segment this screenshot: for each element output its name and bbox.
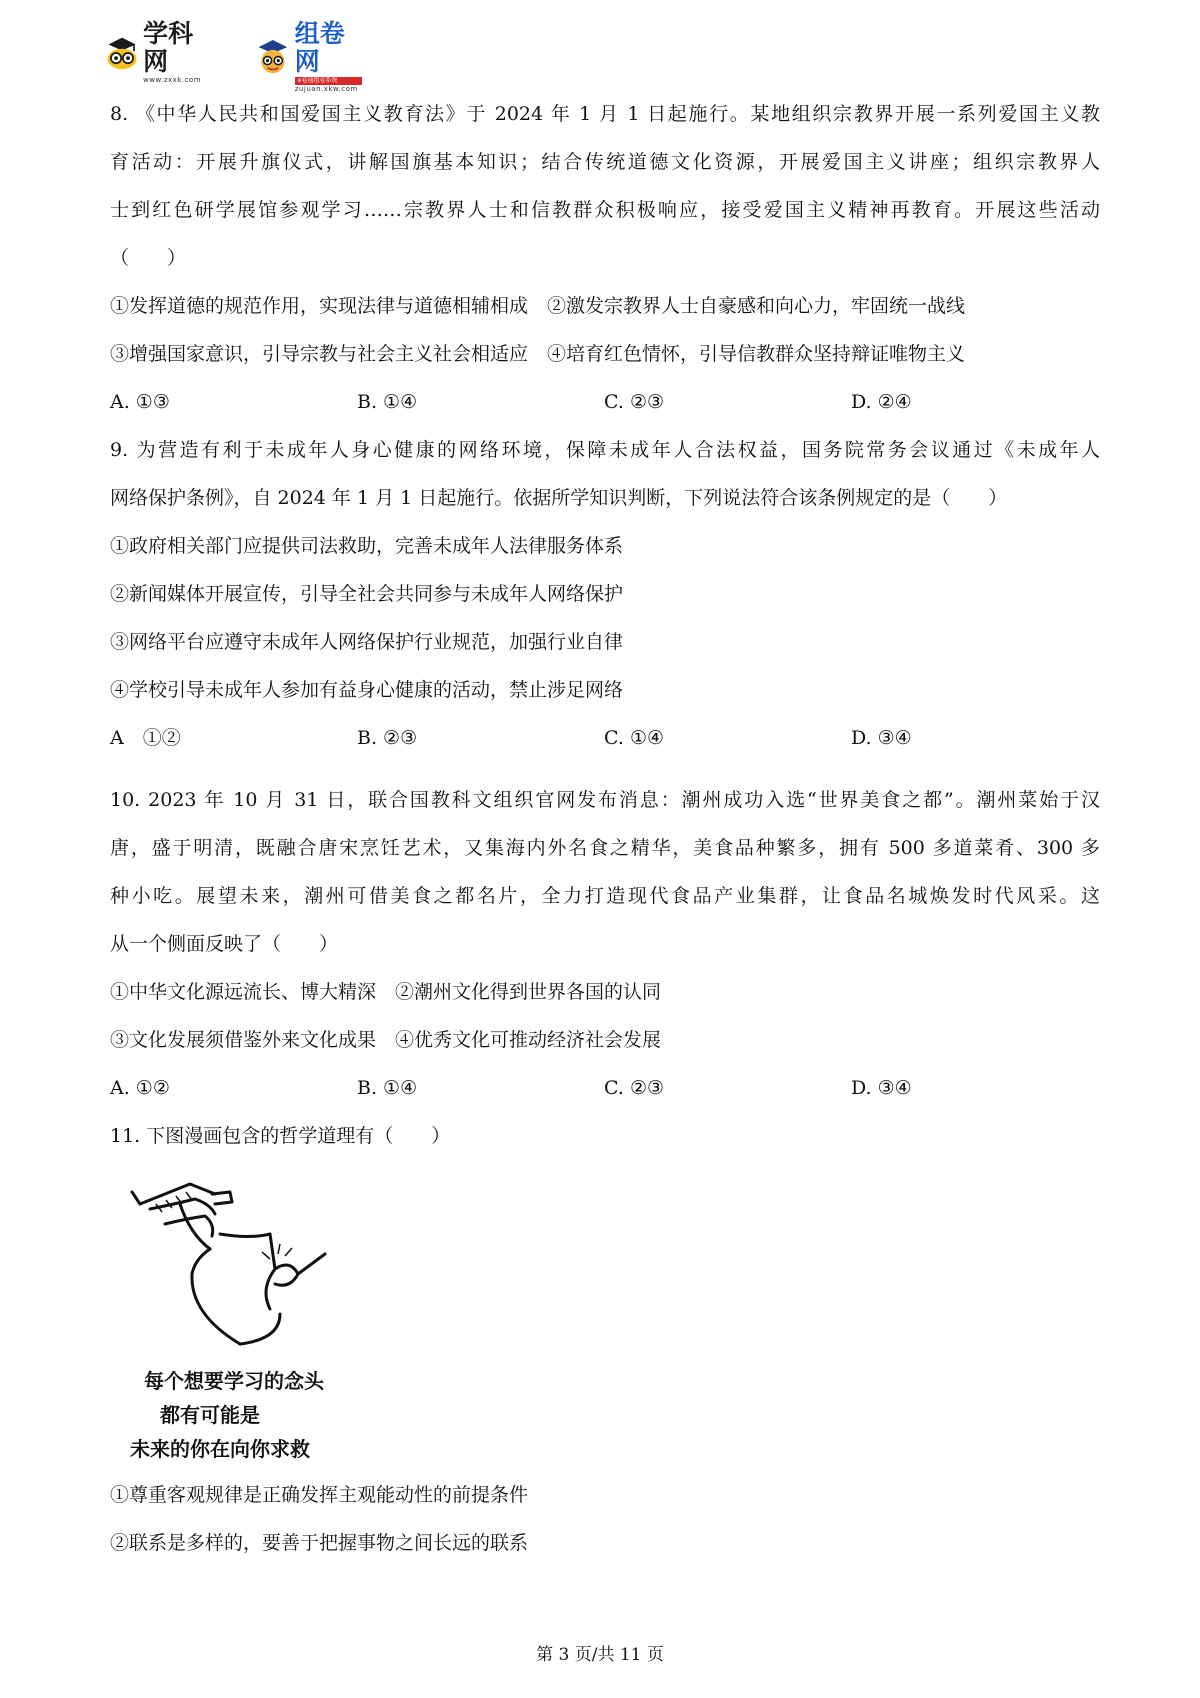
zujuanwang-url: zujuan.xkw.com xyxy=(294,85,358,93)
answer-bracket: （ ） xyxy=(110,247,187,269)
question-text-line: 育活动：开展升旗仪式，讲解国旗基本知识；结合传统道德文化资源，开展爱国主义讲座；组织宗教界人 xyxy=(110,151,1100,173)
cartoon-caption-line: 每个想要学习的念头 xyxy=(144,1369,324,1393)
zujuanwang-name: 组卷网 xyxy=(294,19,345,76)
cartoon-figure xyxy=(120,1164,380,1469)
option-b: B. ①④ xyxy=(357,391,418,413)
xuekewang-name: 学科网 xyxy=(143,19,194,76)
zujuanwang-logo xyxy=(255,20,362,94)
option-a: A. ①③ xyxy=(110,391,170,413)
option-b: B. ②③ xyxy=(357,727,418,749)
question-text-line: 10. 2023 年 10 月 31 日，联合国教科文组织官网发布消息：潮州成功入选“世界美食之都”。潮州菜始于汉 xyxy=(110,789,1100,811)
answer-options xyxy=(110,378,1100,426)
option-a: A. ①② xyxy=(110,1077,170,1099)
hand-writing-drawing xyxy=(120,1164,380,1364)
option-c: C. ①④ xyxy=(604,727,665,749)
statement-line: ④学校引导未成年人参加有益身心健康的活动，禁止涉足网络 xyxy=(110,679,624,701)
statement-line: ①政府相关部门应提供司法救助，完善未成年人法律服务体系 xyxy=(110,535,624,557)
student-mascot-icon xyxy=(255,36,291,78)
page-number: 第 3 页/共 11 页 xyxy=(536,1645,664,1665)
question-text-line: 9. 为营造有利于未成年人身心健康的网络环境，保障未成年人合法权益，国务院常务会议通过《未成年人 xyxy=(110,439,1100,461)
statement-line: ②联系是多样的，要善于把握事物之间长远的联系 xyxy=(110,1532,529,1554)
option-c: C. ②③ xyxy=(604,391,665,413)
question-text-line: 唐，盛于明清，既融合唐宋烹饪艺术，又集海内外名食之精华，美食品种繁多，拥有 500 多道菜肴、300 多 xyxy=(110,837,1100,859)
xuekewang-logo xyxy=(105,20,207,85)
question-text-line: 网络保护条例》，自 2024 年 1 月 1 日起施行。依据所学知识判断，下列说法符合该条例规定的是（ ） xyxy=(110,487,1008,509)
option-d: D. ③④ xyxy=(851,1077,912,1099)
statement-line: ③增强国家意识，引导宗教与社会主义社会相适应 ④培育红色情怀，引导信教群众坚持辩证唯物主义 xyxy=(110,343,966,365)
question-9 xyxy=(110,426,1100,762)
question-8 xyxy=(110,90,1100,426)
statement-line: ①发挥道德的规范作用，实现法律与道德相辅相成 ②激发宗教界人士自豪感和向心力，牢固统一战线 xyxy=(110,295,966,317)
question-text-line: 种小吃。展望未来，潮州可借美食之都名片，全力打造现代食品产业集群，让食品名城焕发时代风采。这 xyxy=(110,885,1100,907)
statement-line: ②新闻媒体开展宣传，引导全社会共同参与未成年人网络保护 xyxy=(110,583,624,605)
page-content xyxy=(110,90,1100,1567)
question-10 xyxy=(110,776,1100,1112)
answer-options xyxy=(110,1064,1100,1112)
option-c: C. ②③ xyxy=(604,1077,665,1099)
statement-line: ③文化发展须借鉴外来文化成果 ④优秀文化可推动经济社会发展 xyxy=(110,1029,662,1051)
answer-options xyxy=(110,714,1100,762)
zujuanwang-ribbon: e卷通组卷系统 xyxy=(295,77,362,85)
option-b: B. ①④ xyxy=(357,1077,418,1099)
question-text-line: 8. 《中华人民共和国爱国主义教育法》于 2024 年 1 月 1 日起施行。某地组织宗教界开展一系列爱国主义教 xyxy=(110,103,1100,125)
owl-mascot-icon xyxy=(105,33,139,73)
cartoon-caption-line: 未来的你在向你求救 xyxy=(130,1437,310,1461)
xuekewang-url: www.zxxk.com xyxy=(143,76,202,84)
option-a: A ①② xyxy=(110,727,181,749)
question-11 xyxy=(110,1112,1100,1567)
option-d: D. ②④ xyxy=(851,391,912,413)
question-text-line: 从一个侧面反映了（ ） xyxy=(110,933,339,955)
statement-line: ①中华文化源远流长、博大精深 ②潮州文化得到世界各国的认同 xyxy=(110,981,662,1003)
question-text-line: 11. 下图漫画包含的哲学道理有（ ） xyxy=(110,1125,451,1147)
question-text-line: 士到红色研学展馆参观学习……宗教界人士和信教群众积极响应，接受爱国主义精神再教育。开展这些活动 xyxy=(110,199,1100,221)
cartoon-caption-line: 都有可能是 xyxy=(160,1403,260,1427)
statement-line: ③网络平台应遵守未成年人网络保护行业规范，加强行业自律 xyxy=(110,631,624,653)
option-d: D. ③④ xyxy=(851,727,912,749)
statement-line: ①尊重客观规律是正确发挥主观能动性的前提条件 xyxy=(110,1484,529,1506)
